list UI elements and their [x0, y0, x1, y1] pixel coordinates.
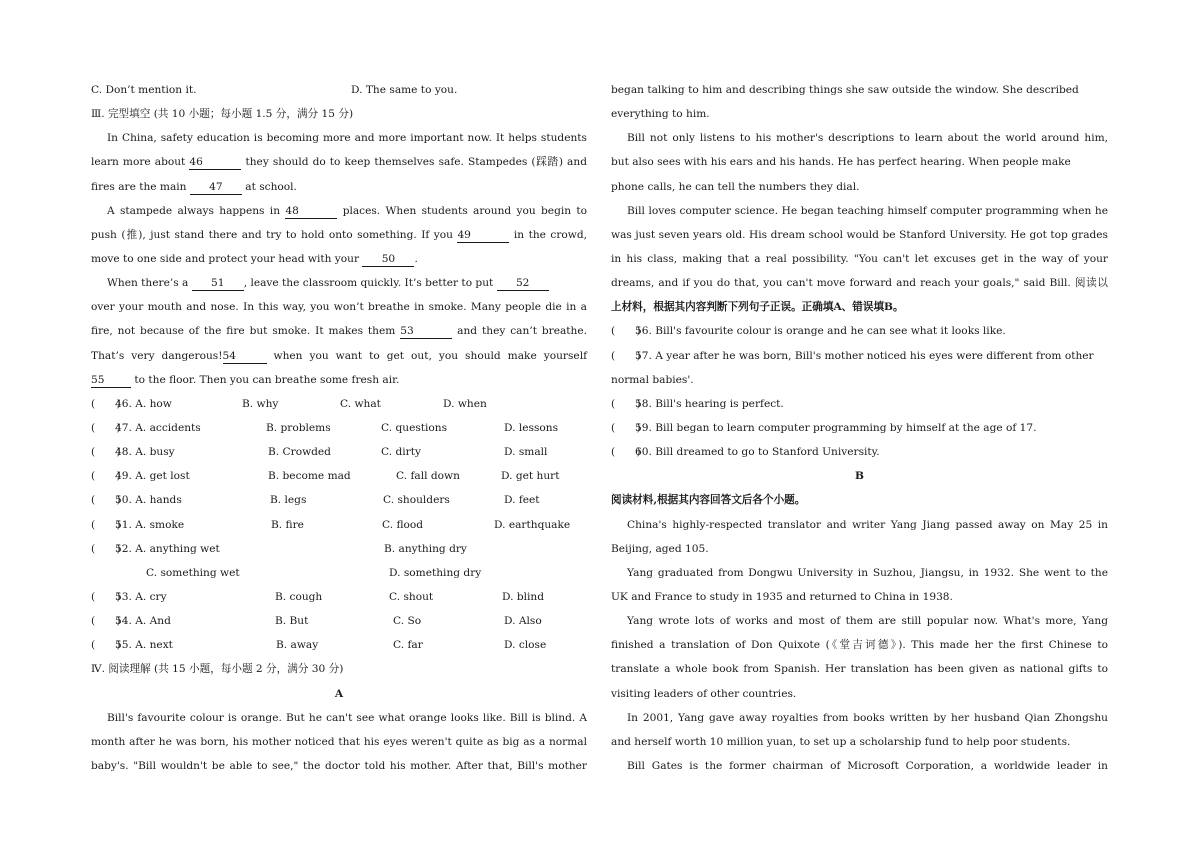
answer-blank[interactable]: ( ) [91, 639, 121, 652]
passage-line: push (推), just stand there and try to hold onto something. If you 49 in the crowd, [91, 228, 588, 241]
passage-line: everything to him. [611, 108, 710, 121]
instruction-line: 阅读材料,根据其内容回答文后各个小题。 [611, 494, 806, 507]
blank-49: 49 [457, 229, 509, 243]
section-3-heading: Ⅲ. 完型填空 (共 10 小题；每小题 1.5 分，满分 15 分) [91, 108, 354, 121]
passage-line: Bill's favourite colour is orange. But he can't see what orange looks like. Bill is blind. A [107, 711, 587, 724]
question-row: ( ) 51. A. smoke B. fire C. flood D. earthquake [91, 513, 587, 537]
passage-line: in his class, making that a real possibility. "You can't let excuses get in the way of your [611, 252, 1108, 265]
answer-blank[interactable]: ( ) [611, 349, 641, 362]
blank-51: 51 [192, 277, 244, 291]
section-4-heading: Ⅳ. 阅读理解 (共 15 小题，每小题 2 分，满分 30 分) [91, 663, 344, 676]
passage-b-heading: B [855, 470, 864, 483]
question-row: ( ) 53. A. cry B. cough C. shout D. blind [91, 585, 587, 609]
passage-line: learn more about 46 they should do to keep themselves safe. Stampedes (踩踏) and [91, 156, 587, 169]
blank-48: 48 [285, 205, 337, 219]
answer-blank[interactable]: ( ) [91, 397, 121, 410]
passage-line: Yang graduated from Dongwu University in Suzhou, Jiangsu, in 1932. She went to the [627, 566, 1108, 579]
blank-46: 46 [189, 156, 241, 170]
tf-question-59: ( ) 59. Bill began to learn computer programming by himself at the age of 17. [611, 416, 1108, 440]
answer-blank[interactable]: ( ) [91, 518, 121, 531]
passage-line: translate a whole book from Spanish. Her translation has been given as national gifts to [611, 663, 1108, 676]
tf-question-56: ( ) 56. Bill's favourite colour is orange and he can see what it looks like. [611, 319, 1108, 343]
answer-blank[interactable]: ( ) [611, 397, 641, 410]
passage-line: move to one side and protect your head with your 50 . [91, 252, 418, 265]
option-d: D. The same to you. [351, 84, 458, 96]
blank-55: 55 [91, 374, 131, 388]
answer-blank[interactable]: ( ) [91, 470, 121, 483]
answer-blank[interactable]: ( ) [611, 421, 641, 434]
passage-line: When there’s a 51 , leave the classroom quickly. It’s better to put 52 [91, 271, 587, 295]
passage-line: began talking to him and describing things she saw outside the window. She described [611, 84, 1079, 96]
question-row: ( ) 46. A. how B. why C. what D. when [91, 392, 587, 416]
question-row: ( ) 52. A. anything wet B. anything dry [91, 537, 587, 561]
answer-blank[interactable]: ( ) [611, 446, 641, 459]
answer-blank[interactable]: ( ) [91, 494, 121, 507]
passage-line: baby's. "Bill wouldn't be able to see," the doctor told his mother. After that, Bill's mother [91, 759, 587, 772]
passage-line: Yang wrote lots of works and most of them are still popular now. What's more, Yang [627, 615, 1108, 628]
passage-line: phone calls, he can tell the numbers they dial. [611, 180, 860, 193]
passage-line: dreams, and if you do that, you can't move forward and reach your goals," said Bill. 阅读以 [611, 277, 1108, 290]
passage-line: over your mouth and nose. In this way, you won’t breathe in smoke. Many people die in a [91, 301, 587, 314]
answer-blank[interactable]: ( ) [91, 590, 121, 603]
tf-question-57-cont: normal babies'. [611, 373, 694, 386]
instruction-line: 上材料，根据其内容判断下列句子正误。正确填A、错误填B。 [611, 301, 904, 314]
answer-blank[interactable]: ( ) [91, 542, 121, 555]
passage-line: In China, safety education is becoming more and more important now. It helps students [107, 132, 587, 145]
passage-line: In 2001, Yang gave away royalties from books written by her husband Qian Zhongshu [627, 711, 1108, 724]
question-row: ( ) 48. A. busy B. Crowded C. dirty D. small [91, 440, 587, 464]
passage-line: Bill loves computer science. He began teaching himself computer programming when he [627, 204, 1108, 217]
passage-line: was just seven years old. His dream school would be Stanford University. He got top grades [611, 228, 1108, 241]
passage-line: China's highly-respected translator and writer Yang Jiang passed away on May 25 in [627, 518, 1108, 531]
answer-blank[interactable]: ( ) [611, 325, 641, 338]
passage-line: and herself worth 10 million yuan, to set up a scholarship fund to help poor students. [611, 735, 1071, 748]
left-column [91, 78, 587, 778]
blank-53: 53 [400, 325, 452, 339]
right-column [611, 78, 1108, 778]
passage-line: UK and France to study in 1935 and returned to China in 1938. [611, 590, 953, 603]
passage-line: fire, not because of the fire but smoke. It makes them 53 and they can’t breathe. [91, 325, 588, 338]
question-row: ( ) 50. A. hands B. legs C. shoulders D. feet [91, 488, 587, 512]
question-row: ( ) 54. A. And B. But C. So D. Also [91, 609, 587, 633]
passage-line: A stampede always happens in 48 places. When students around you begin to [107, 204, 588, 217]
answer-blank[interactable]: ( ) [91, 421, 121, 434]
blank-52: 52 [497, 277, 549, 291]
passage-line: That’s very dangerous!54 when you want to get out, you should make yourself [91, 349, 587, 362]
question-row: ( ) 55. A. next B. away C. far D. close [91, 633, 587, 657]
passage-line: but also sees with his ears and his hands. He has perfect hearing. When people make [611, 156, 1071, 169]
passage-line: Beijing, aged 105. [611, 542, 709, 555]
blank-50: 50 [362, 253, 414, 267]
passage-line: Bill not only listens to his mother's descriptions to learn about the world around him, [627, 132, 1108, 145]
tf-question-60: ( ) 60. Bill dreamed to go to Stanford University. [611, 440, 1108, 464]
blank-54: 54 [223, 350, 267, 364]
passage-line: finished a translation of Don Quixote (《堂吉诃德》). This made her the first Chinese to [611, 639, 1108, 652]
passage-line: 55 to the floor. Then you can breathe some fresh air. [91, 373, 400, 386]
answer-blank[interactable]: ( ) [91, 615, 121, 628]
blank-47: 47 [190, 181, 242, 195]
question-row: ( ) 49. A. get lost B. become mad C. fall down D. get hurt [91, 464, 587, 488]
question-row: ( ) 47. A. accidents B. problems C. questions D. lessons [91, 416, 587, 440]
passage-line: Bill Gates is the former chairman of Microsoft Corporation, a worldwide leader in [627, 759, 1108, 772]
passage-line: month after he was born, his mother noticed that his eyes weren't quite as big as a normal [91, 735, 587, 748]
passage-line: fires are the main 47 at school. [91, 180, 297, 193]
tf-question-58: ( ) 58. Bill's hearing is perfect. [611, 392, 1108, 416]
q45-options-cd [91, 78, 587, 102]
passage-line: visiting leaders of other countries. [611, 687, 797, 700]
question-row-cont: C. something wet D. something dry [146, 566, 482, 579]
option-c: C. Don’t mention it. [91, 84, 197, 96]
answer-blank[interactable]: ( ) [91, 446, 121, 459]
tf-question-57: ( ) 57. A year after he was born, Bill's mother noticed his eyes were different from other [611, 344, 1108, 368]
passage-a-heading: A [334, 687, 344, 700]
